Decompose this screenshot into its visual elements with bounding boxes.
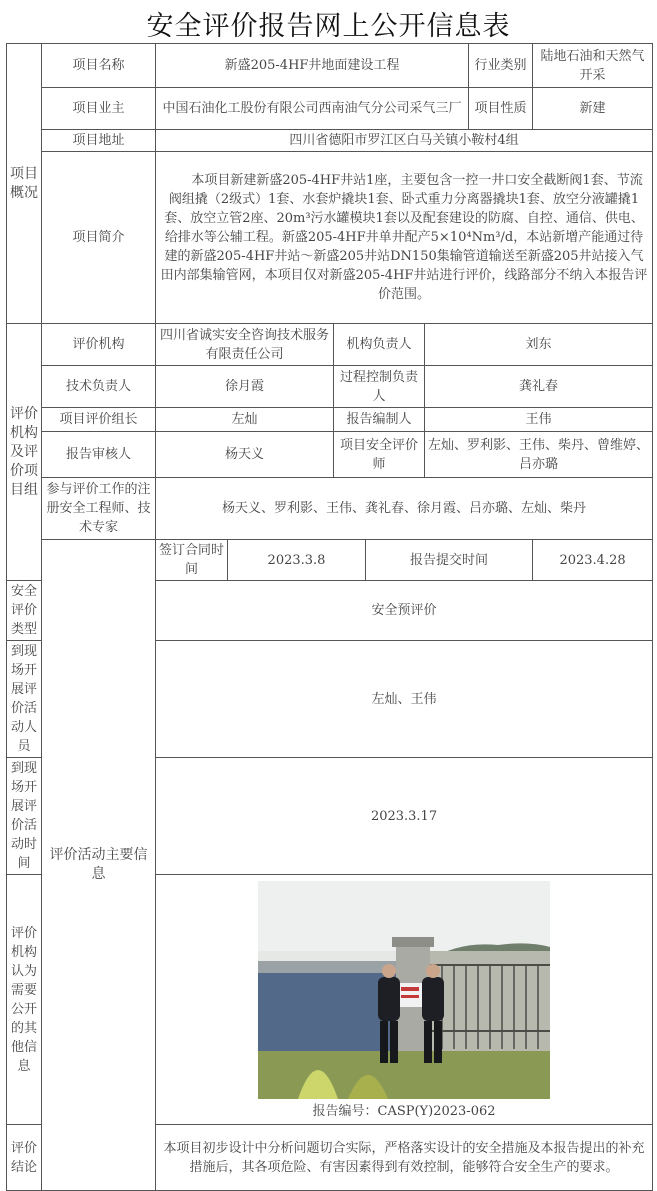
leader-value: 左灿 — [156, 408, 334, 432]
owner-value: 中国石油化工股份有限公司西南油气分公司采气三厂 — [156, 88, 469, 130]
section-activity-label: 评价活动主要信息 — [42, 540, 156, 1191]
process-label: 过程控制负责人 — [334, 366, 425, 408]
tech-value: 徐月霞 — [156, 366, 334, 408]
page-title: 安全评价报告网上公开信息表 — [146, 11, 511, 42]
section-agency-label: 评价机构及评价项目组 — [7, 324, 42, 581]
section-overview-label: 项目概况 — [7, 44, 42, 324]
evaluators-value: 左灿、罗利影、王伟、柴丹、曾维婷、吕亦璐 — [425, 432, 653, 478]
type-label: 安全评价类型 — [7, 581, 42, 641]
head-label: 机构负责人 — [334, 324, 425, 366]
tech-label: 技术负责人 — [42, 366, 156, 408]
contract-value: 2023.3.8 — [228, 540, 366, 581]
address-value: 四川省德阳市罗江区白马关镇小鞍村4组 — [156, 130, 653, 152]
reviewer-label: 报告审核人 — [42, 432, 156, 478]
site-photo-wrap — [258, 881, 550, 1121]
staff-label: 到现场开展评价活动人员 — [7, 641, 42, 758]
intro-label: 项目简介 — [42, 152, 156, 324]
site-photo — [258, 881, 550, 1099]
nature-value: 新建 — [533, 88, 653, 130]
contract-label: 签订合同时间 — [156, 540, 228, 581]
other-info-cell — [156, 875, 653, 1125]
owner-label: 项目业主 — [42, 88, 156, 130]
org-label: 评价机构 — [42, 324, 156, 366]
conclusion-label: 评价结论 — [7, 1125, 42, 1191]
time-value: 2023.3.17 — [156, 758, 653, 875]
intro-value: 本项目新建新盛205-4HF井站1座，主要包含一控一井口安全截断阀1套、节流阀组撬（2级式）1套、水套炉撬块1套、卧式重力分离器撬块1套、放空分液罐撬1套、放空立管2座、20m³污水罐模块1套以及配套建设的防腐、自控、通信、供电、给排水等公辅工程。新盛205-4HF井单井配产5×10⁴Nm³/d，本站新增产能通过待建的新盛205-4HF井站～新盛205井站DN150集输管道输送至新盛205井站接入气田内部集输管网，本项目仅对新盛205-4HF井站进行评价，线路部分不纳入本报告评价范围。 — [156, 152, 653, 324]
project-name-value: 新盛205-4HF井地面建设工程 — [156, 44, 469, 88]
info-table — [6, 43, 653, 1191]
writer-value: 王伟 — [425, 408, 653, 432]
industry-value: 陆地石油和天然气开采 — [533, 44, 653, 88]
evaluators-label: 项目安全评价师 — [334, 432, 425, 478]
industry-label: 行业类别 — [469, 44, 533, 88]
leader-label: 项目评价组长 — [42, 408, 156, 432]
time-label: 到现场开展评价活动时间 — [7, 758, 42, 875]
address-label: 项目地址 — [42, 130, 156, 152]
submit-label: 报告提交时间 — [366, 540, 533, 581]
head-value: 刘东 — [425, 324, 653, 366]
reviewer-value: 杨天义 — [156, 432, 334, 478]
type-value: 安全预评价 — [156, 581, 653, 641]
writer-label: 报告编制人 — [334, 408, 425, 432]
project-name-label: 项目名称 — [42, 44, 156, 88]
nature-label: 项目性质 — [469, 88, 533, 130]
engineers-value: 杨天义、罗利影、王伟、龚礼春、徐月霞、吕亦璐、左灿、柴丹 — [156, 478, 653, 540]
staff-value: 左灿、王伟 — [156, 641, 653, 758]
org-value: 四川省诚实安全咨询技术服务有限责任公司 — [156, 324, 334, 366]
submit-value: 2023.4.28 — [533, 540, 653, 581]
process-value: 龚礼春 — [425, 366, 653, 408]
engineers-label: 参与评价工作的注册安全工程师、技术专家 — [42, 478, 156, 540]
other-info-label: 评价机构认为需要公开的其他信息 — [7, 875, 42, 1125]
report-number: 报告编号：CASP(Y)2023-062 — [312, 1103, 496, 1119]
conclusion-value: 本项目初步设计中分析问题切合实际，严格落实设计的安全措施及本报告提出的补充措施后，其各项危险、有害因素得到有效控制，能够符合安全生产的要求。 — [156, 1125, 653, 1191]
